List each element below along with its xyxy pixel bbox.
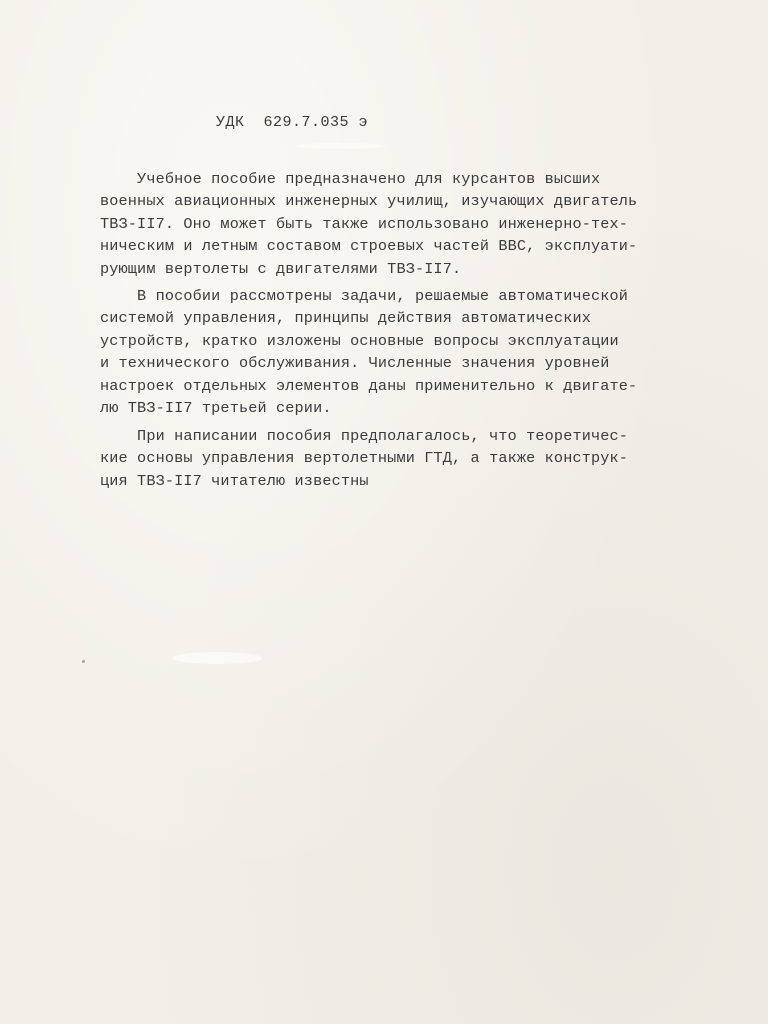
- text-line: кие основы управления вертолетными ГТД, а также конструк-: [100, 449, 629, 468]
- text-line: ТВЗ-II7. Оно может быть также использовано инженерно-тех-: [100, 214, 629, 233]
- paragraph-purpose: [100, 168, 710, 280]
- text-line: Учебное пособие предназначено для курсантов высших: [100, 170, 601, 188]
- text-line: системой управления, принципы действия автоматических: [100, 309, 591, 328]
- text-line: устройств, кратко изложены основные вопросы эксплуатации: [100, 331, 619, 350]
- text-line: лю ТВЗ-II7 третьей серии.: [100, 399, 332, 418]
- paragraph-contents: [100, 285, 710, 419]
- paragraph-prerequisites: [100, 425, 710, 492]
- text-line: ция ТВЗ-II7 читателю известны: [100, 471, 369, 490]
- text-line: В пособии рассмотрены задачи, решаемые автоматической: [100, 287, 629, 305]
- text-line: рующим вертолеты с двигателями ТВЗ-II7.: [100, 259, 462, 278]
- text-line: ническим и летным составом строевых частей ВВС, эксплуати-: [100, 237, 638, 256]
- paper-smudge: [172, 652, 262, 664]
- ink-speck: [82, 660, 85, 663]
- text-line: настроек отдельных элементов даны применительно к двигате-: [100, 376, 638, 395]
- text-line: При написании пособия предполагалось, что теоретичес-: [100, 427, 629, 445]
- udc-code: УДК 629.7.035 э: [216, 114, 369, 131]
- paper-smudge: [295, 143, 385, 149]
- text-line: военных авиационных инженерных училищ, изучающих двигатель: [100, 192, 638, 211]
- text-line: и технического обслуживания. Численные значения уровней: [100, 354, 610, 373]
